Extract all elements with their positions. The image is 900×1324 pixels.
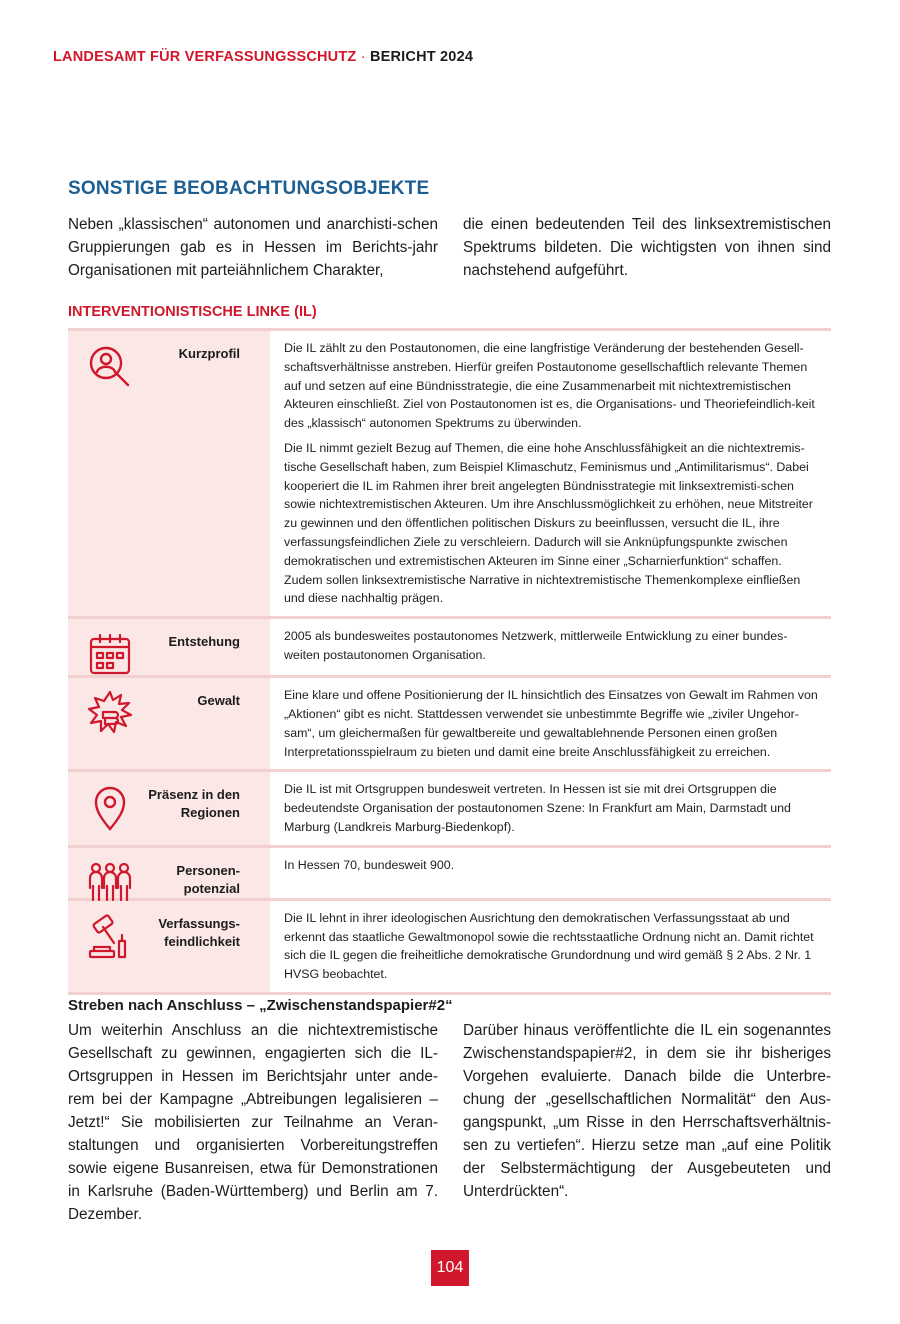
profile-row-gewalt xyxy=(68,677,831,771)
calendar-icon xyxy=(86,631,134,679)
text-kurzprofil xyxy=(270,330,831,618)
label-cell xyxy=(68,677,254,771)
label-cell xyxy=(68,899,254,993)
profile-row-kurzprofil xyxy=(68,330,831,618)
label-entstehung: Entstehung xyxy=(168,634,240,650)
gewalt-text: Eine klare und offene Positionierung der IL hinsichtlich des Einsatzes von Gewalt im Rahmen von „Aktionen“ gibt es nicht. Stattdessen verwendet sie unbestimmte Begriffe wie „ziviler Ungehor-sam“, um gleichermaßen für gewaltbereite und gewaltablehnende Personen einen großen Interpretationsspielraum zu bieten und damit eine breite Anschlussfähigkeit zu erreichen. xyxy=(284,688,818,759)
page-number: 104 xyxy=(431,1250,469,1286)
label-cell xyxy=(68,330,254,618)
fist-icon xyxy=(86,690,134,738)
text-gewalt xyxy=(270,677,831,771)
label-gewalt: Gewalt xyxy=(197,693,240,709)
body-right: Darüber hinaus veröffentlichte die IL ein sogenanntes Zwischenstandspapier#2, in dem sie ihr bisheriges Vorgehen evaluierte. Danach bilde die Unterbre-chung der „gesellschaftlichen Normalität“ den Aus-gangspunkt, „um Risse in den Herrschaftsverhältnis-sen zu vertiefen“. Hierzu setze man „auf eine Politik der Selbstermächtigung der Ausgebeuteten und Unterdrückten“. xyxy=(463,1022,831,1200)
location-pin-icon xyxy=(86,784,134,832)
header-report: BERICHT 2024 xyxy=(369,49,474,65)
entstehung-text: 2005 als bundesweites postautonomes Netzwerk, mittlerweile Entwicklung zu einer bundes-weiten postautonomen Organisation. xyxy=(284,629,788,662)
profile-row-personen xyxy=(68,846,831,899)
gavel-icon xyxy=(86,913,134,961)
label-kurzprofil: Kurzprofil xyxy=(178,346,240,361)
body-left: Um weiterhin Anschluss an die nichtextremistische Gesellschaft zu gewinnen, engagierten sich die IL-Ortsgruppen in Hessen im Berichtsjahr unter ande-rem bei der Kampagne „Abtreibungen legalisieren – Jetzt!“ Sie mobilisierten zur Teilnahme an Veran-staltungen und organisierten Vorbereitungstreffen sowie eigene Busanreisen, etwa für Demonstrationen in Karlsruhe (Baden-Württemberg) und Berlin am 7. Dezember. xyxy=(68,1022,438,1223)
header-org: LANDESAMT FÜR VERFASSUNGSSCHUTZ xyxy=(53,49,357,65)
label-personen: Personen- potenzial xyxy=(176,862,240,896)
running-header xyxy=(53,49,473,65)
text-verfassung xyxy=(270,899,831,993)
label-cell xyxy=(68,846,254,899)
organization-title: INTERVENTIONISTISCHE LINKE (IL) xyxy=(68,304,317,320)
label-verfassung: Verfassungs- feindlichkeit xyxy=(158,915,240,949)
intro-left: Neben „klassischen“ autonomen und anarchisti-schen Gruppierungen gab es in Hessen im Berichts-jahr Organisationen mit parteiähnlichem Charakter, xyxy=(68,216,438,279)
label-cell xyxy=(68,771,254,846)
text-personen xyxy=(270,846,831,899)
profile-row-praesenz xyxy=(68,771,831,846)
section-title: SONSTIGE BEOBACHTUNGSOBJEKTE xyxy=(68,178,430,199)
text-entstehung xyxy=(270,618,831,677)
kurzprofil-paragraph-2: Die IL nimmt gezielt Bezug auf Themen, die eine hohe Anschlussfähigkeit an die nichtextremis-tische Gesellschaft haben, zum Beispiel Klimaschutz, Feminismus und „Antimilitarismus“. Dabei kooperiert die IL im Rahmen ihrer breit angelegten Bündnisstrategie mit linksextremisti-schen sowie nichtextremistischen Akteuren. Um ihre Anschlussmöglichkeit zu erhöhen, neue Mitstreiter zu gewinnen und den öffentlichen politischen Diskurs zu beeinflussen, versucht die IL, ihre verfassungsfeindlichen Ziele zu verschleiern. Dadurch will sie Anknüpfungspunkte zwischen demokratischen und extremistischen Akteuren im Sinne einer „Scharnierfunktion“ schaffen. Zudem sollen linksextremistische Narrative in nichtextremistische Themenkomplexe einfließen und diese nachhaltig prägen. xyxy=(284,440,813,606)
praesenz-text: Die IL ist mit Ortsgruppen bundesweit vertreten. In Hessen ist sie mit drei Ortsgruppen die bedeutendste Organisation der postautonomen Szene: In Frankfurt am Main, Darmstadt und Marburg (Landkreis Marburg-Biedenkopf). xyxy=(284,782,791,834)
intro-right: die einen bedeutenden Teil des linksextremistischen Spektrums bildeten. Die wichtigsten von ihnen sind nachstehend aufgeführt. xyxy=(463,216,831,279)
subsection-title: Streben nach Anschluss – „Zwischenstandspapier#2“ xyxy=(68,997,453,1014)
header-separator: · xyxy=(360,49,366,65)
search-person-icon xyxy=(86,343,134,391)
label-cell xyxy=(68,618,254,677)
profile-row-entstehung xyxy=(68,618,831,677)
text-praesenz xyxy=(270,771,831,846)
profile-row-verfassung xyxy=(68,899,831,993)
verfassung-text: Die IL lehnt in ihrer ideologischen Ausrichtung den demokratischen Verfassungsstaat ab und erkennt das staatliche Gewaltmonopol sowie die rechtsstaatliche Ordnung nicht an. Damit richtet sich die IL gegen die freiheitliche demokratische Grundordnung und wird gemäß § 2 Abs. 2 Nr. 1 HVSG beobachtet. xyxy=(284,910,814,982)
label-praesenz: Präsenz in den Regionen xyxy=(148,787,240,821)
personen-text: In Hessen 70, bundesweit 900. xyxy=(284,857,455,872)
profile-table xyxy=(68,328,831,995)
kurzprofil-paragraph-1: Die IL zählt zu den Postautonomen, die eine langfristige Veränderung der bestehenden Gesell-schaftsverhältnisse anstreben. Hierfür greifen Postautonome gesellschaftlich relevante Themen auf und setzen auf eine Bündnisstrategie, die eine Zusammenarbeit mit nichtextremistischen Akteuren einschließt. Ziel von Postautonomen ist es, die Organisations- und Theoriefeindlich-keit des „klassisch“ autonomen Spektrums zu überwinden. xyxy=(284,341,815,431)
